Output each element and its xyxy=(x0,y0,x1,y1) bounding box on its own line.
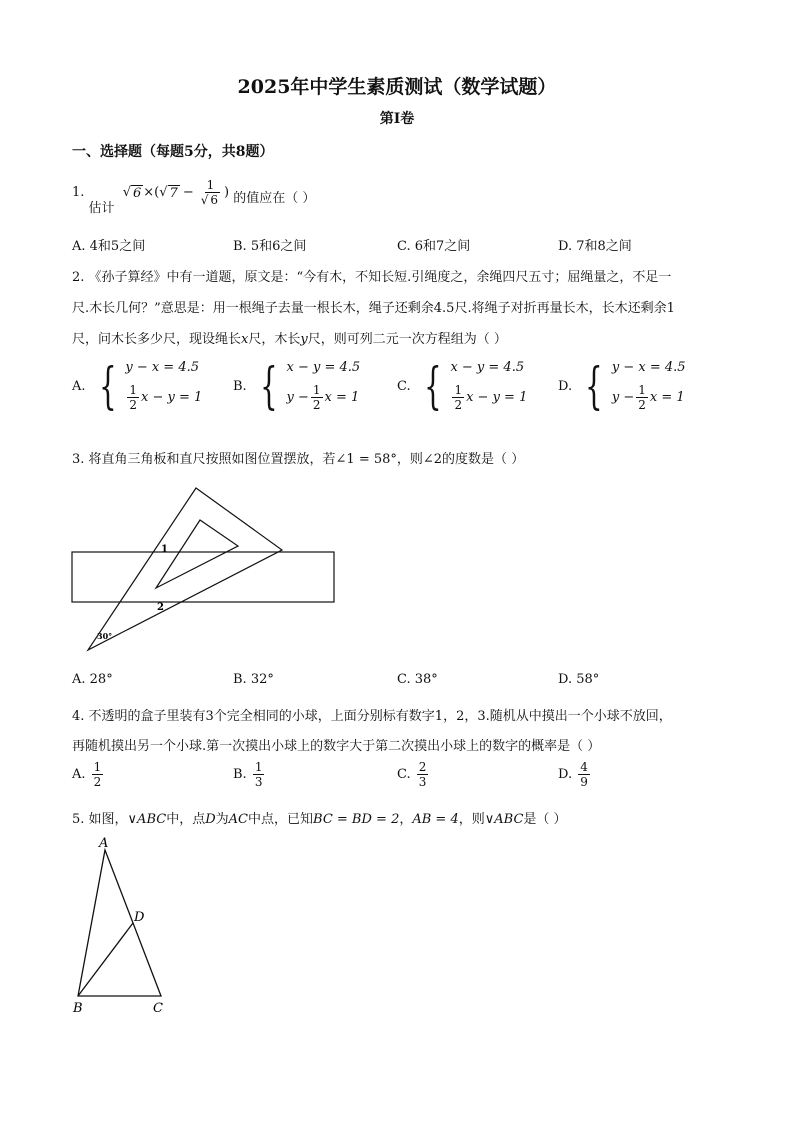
q1-prefix: 估计 xyxy=(88,201,115,216)
angle-30-label: 30° xyxy=(97,631,113,641)
angle-2-label: 2 xyxy=(157,602,164,613)
q2-option-a-frac-num: 1 xyxy=(129,383,137,397)
vertex-b-label: B xyxy=(73,1001,83,1016)
q1-times: ×( xyxy=(143,185,160,200)
q4-option-a-num: 1 xyxy=(93,760,102,774)
q3-option-b: B. 32° xyxy=(233,672,274,687)
q4-option-d-den: 9 xyxy=(580,775,588,789)
q2-option-d-eq2: x = 1 xyxy=(649,390,685,405)
vertex-a-label: A xyxy=(99,836,109,851)
q2-option-b-eq2: x = 1 xyxy=(324,390,360,405)
q2-var-x: x xyxy=(241,332,249,347)
vertex-c-label: C xyxy=(153,1001,163,1016)
q4-option-a-den: 2 xyxy=(93,775,102,789)
q2-line-1: 2. 《孙子算经》中有一道题，原文是：“今有木，不知长短.引绳度之，余绳四尺五寸；屈绳量之，不足一 xyxy=(72,270,672,285)
q4-option-d-num: 4 xyxy=(580,760,588,774)
q4-option-c xyxy=(397,760,430,789)
q1-minus: − xyxy=(182,185,194,200)
q4-option-d xyxy=(558,760,592,789)
angle-1-label: 1 xyxy=(161,544,168,555)
q3-option-d: D. 58° xyxy=(558,672,600,687)
q1-expression: √ 6 ×( √ 7 − $\frac{1}{√ 6}$ ) xyxy=(122,178,230,207)
q5-mid-4: ，则 xyxy=(458,812,485,827)
q2-option-d-label: D. xyxy=(558,378,573,394)
q1-option-a: A. 4和5之间 xyxy=(72,239,146,254)
q2-option-b-eq1: x − y = 4.5 xyxy=(286,360,361,375)
q5-pre: 5. 如图， xyxy=(72,812,128,827)
q1-frac-den: 6 xyxy=(210,193,219,207)
q1-option-d: D. 7和8之间 xyxy=(558,239,632,254)
q2-option-c: C. { x − y = 4.5 $\frac{1}{2}$ x − y = 1 xyxy=(397,357,528,415)
q4-option-c-den: 3 xyxy=(418,775,427,789)
q2-option-b-eq2-pre: y − xyxy=(286,390,309,405)
q5-mid-2: 为 xyxy=(215,812,229,827)
section-heading: 一、选择题（每题5分，共8题） xyxy=(72,144,274,160)
q5-triangle-2: ∨ABC xyxy=(484,812,524,827)
q4-line-2: 再随机摸出另一个小球.第一次摸出小球上的数字大于第二次摸出小球上的数字的概率是（ ） xyxy=(72,739,601,754)
q3-option-c: C. 38° xyxy=(397,672,438,687)
q2-option-a-frac-den: 2 xyxy=(129,398,137,412)
q1-frac-num: 1 xyxy=(206,178,215,192)
q2-option-b-frac-num: 1 xyxy=(312,383,321,397)
q5-post: 是（ ） xyxy=(523,812,567,827)
q1-option-b: B. 5和6之间 xyxy=(233,239,307,254)
q2-option-a-eq1: y − x = 4.5 xyxy=(125,360,200,375)
q3-figure xyxy=(68,482,340,652)
q2-option-c-label: C. xyxy=(397,378,411,394)
q4-line-1: 4. 不透明的盒子里装有3个完全相同的小球，上面分别标有数字1，2，3.随机从中摸出一个小球不放回， xyxy=(72,709,672,724)
q2-line-3b: 尺，木长 xyxy=(248,332,301,347)
q2-option-d-eq2-pre: y − xyxy=(611,390,635,405)
q2-option-b-label: B. xyxy=(233,378,247,394)
ruler-shape xyxy=(72,552,334,602)
q2-option-c-frac-den: 2 xyxy=(454,398,463,412)
q5-comma: ， xyxy=(399,812,413,827)
q4-option-c-label: C. xyxy=(397,767,411,782)
q4-option-b-num: 1 xyxy=(254,760,263,774)
q2-line-3c: 尺，则可列二元一次方程组为（ ） xyxy=(307,332,507,347)
q1-close: ) xyxy=(224,185,230,200)
q2-option-b-frac-den: 2 xyxy=(312,398,321,412)
q4-option-d-label: D. xyxy=(558,767,573,782)
q2-line-2: 尺.木长几何？”意思是：用一根绳子去量一根长木，绳子还剩余4.5尺.将绳子对折再量长木，长木还剩余1 xyxy=(72,301,675,316)
q4-option-b xyxy=(233,760,266,789)
q1-number: 1. xyxy=(72,185,85,200)
q2-option-d-eq1: y − x = 4.5 xyxy=(611,360,686,375)
q2-option-c-eq2: x − y = 1 xyxy=(466,390,528,405)
q2-line-3a: 尺，问木长多少尺，现设绳长 xyxy=(72,332,242,347)
q3-option-a: A. 28° xyxy=(72,672,113,687)
triangle-abc-shape xyxy=(78,850,161,996)
q4-option-b-label: B. xyxy=(233,767,247,782)
q1-suffix: 的值应在（ ） xyxy=(233,191,316,206)
q2-line-3 xyxy=(72,328,507,347)
page-title: 2025年中学生素质测试（数学试题） xyxy=(237,76,557,98)
q2-option-c-frac-num: 1 xyxy=(454,383,463,397)
q5-text xyxy=(72,808,567,827)
q2-option-b: B. { x − y = 4.5 y − $\frac{1}{2}$ x = 1 xyxy=(233,357,361,415)
q5-mid-3: 中点，已知 xyxy=(248,812,314,827)
q3-text: 3. 将直角三角板和直尺按照如图位置摆放，若∠1 = 58°，则∠2的度数是（ ） xyxy=(72,452,525,467)
q1-fraction: $\frac{1}{√ 6}$ xyxy=(200,178,219,207)
q1-option-c: C. 6和7之间 xyxy=(397,239,471,254)
q5-point-d: D xyxy=(205,812,216,827)
q2-option-a-label: A. xyxy=(72,378,86,394)
q4-option-b-den: 3 xyxy=(254,775,263,789)
q2-option-c-eq1: x − y = 4.5 xyxy=(450,360,525,375)
q5-segment: AC xyxy=(228,812,249,827)
question-1 xyxy=(72,178,316,216)
q4-option-a xyxy=(72,760,105,789)
q5-condition-2: AB = 4 xyxy=(412,812,459,827)
q2-option-a-eq2: x − y = 1 xyxy=(140,390,203,405)
q2-option-d-frac-num: 1 xyxy=(638,383,646,397)
q5-figure xyxy=(68,832,178,1022)
q2-option-a: A. { y − x = 4.5 $\frac{1}{2}$ x − y = 1 xyxy=(72,357,203,415)
q5-condition-1: BC = BD = 2 xyxy=(313,812,400,827)
q2-var-y: y xyxy=(300,332,308,347)
point-d-label: D xyxy=(134,910,145,925)
q2-option-d: D. { y − x = 4.5 y − $\frac{1}{2}$ x = 1 xyxy=(558,357,686,415)
volume-heading: 第I卷 xyxy=(379,111,415,127)
segment-bd-shape xyxy=(78,923,133,996)
q2-option-d-frac-den: 2 xyxy=(638,398,646,412)
q5-triangle-1: ∨ABC xyxy=(127,812,167,827)
q4-option-a-label: A. xyxy=(72,767,86,782)
q1-radicand-a: 6 xyxy=(133,185,142,201)
q4-option-c-num: 2 xyxy=(418,760,427,774)
triangle-outer-shape xyxy=(88,488,282,650)
q1-radicand-b: 7 xyxy=(169,185,178,201)
q5-mid-1: 中，点 xyxy=(166,812,206,827)
